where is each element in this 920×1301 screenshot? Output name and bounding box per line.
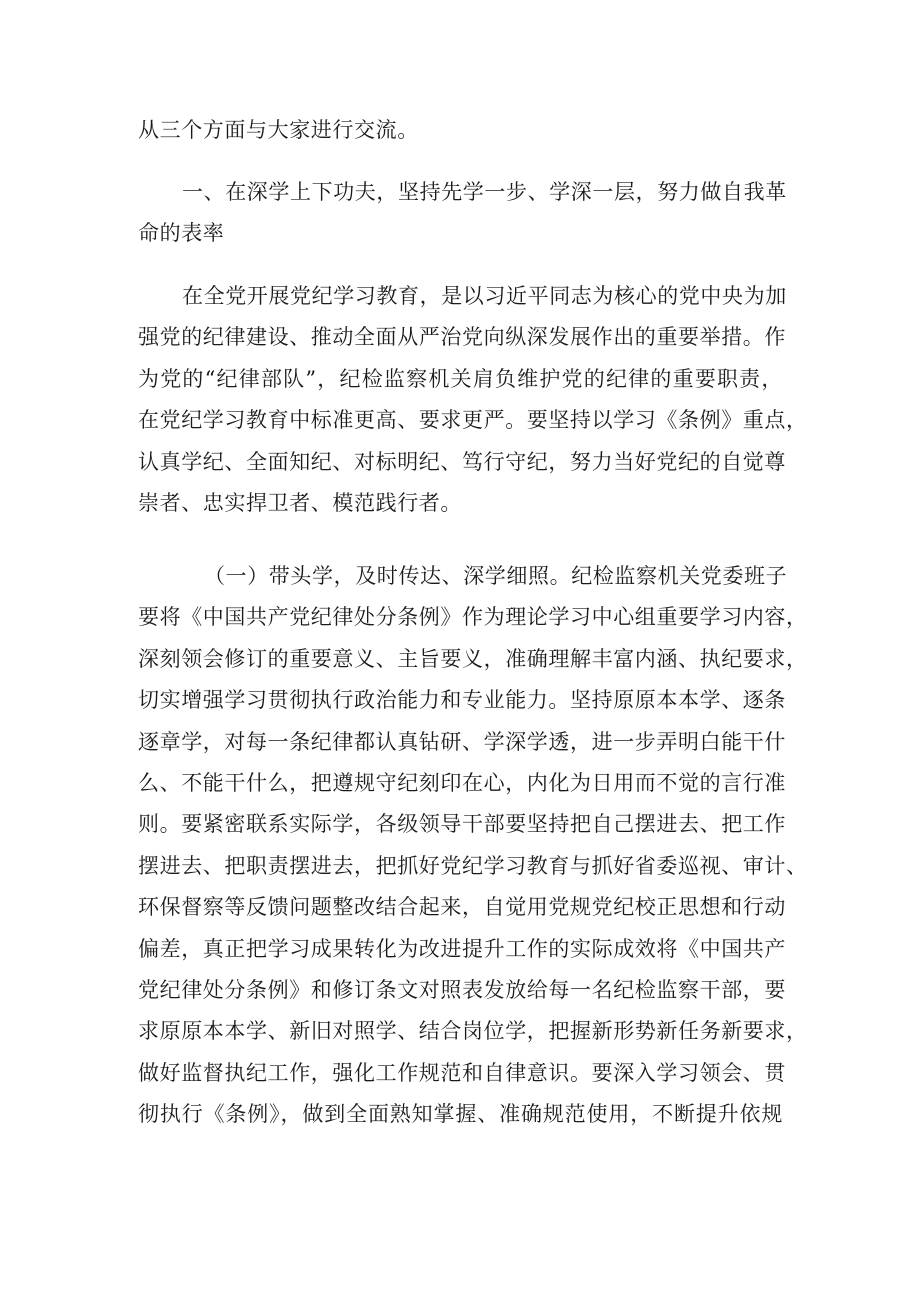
heading-line: 一、在深学上下功夫，坚持先学一步、学深一层，努力做自我革 [182,180,787,204]
paragraph-line: 要将《中国共产党纪律处分条例》作为理论学习中心组重要学习内容， [138,605,808,630]
paragraph-line: 在全党开展党纪学习教育，是以习近平同志为核心的党中央为加 [182,284,787,308]
paragraph-line: 彻执行《条例》，做到全面熟知掌握、准确规范使用，不断提升依规 [138,1102,783,1127]
paragraph-line: 崇者、忠实捍卫者、模范践行者。 [138,490,462,515]
paragraph-line: 做好监督执纪工作，强化工作规范和自律意识。要深入学习领会、贯 [138,1060,786,1085]
paragraph-line: 么、不能干什么，把遵规守纪刻印在心，内化为日用而不觉的言行准 [138,770,786,795]
paragraph-line: 摆进去、把职责摆进去，把抓好党纪学习教育与抓好省委巡视、审计、 [138,853,808,878]
paragraph-line: 党纪律处分条例》和修订条文对照表发放给每一名纪检监察干部，要 [138,977,786,1002]
paragraph-line: 在党纪学习教育中标准更高、要求更严。要坚持以学习《条例》重点， [138,408,808,433]
paragraph-line: 则。要紧密联系实际学，各级领导干部要坚持把自己摆进去、把工作 [138,812,786,837]
section-heading-1 [138,172,787,255]
paragraph-line: 切实增强学习贯彻执行政治能力和专业能力。坚持原原本本学、逐条 [138,688,786,713]
paragraph-line: 认真学纪、全面知纪、对标明纪、笃行守纪，努力当好党纪的自觉尊 [138,449,786,474]
paragraph-line: 强党的纪律建设、推动全面从严治党向纵深发展作出的重要举措。作 [138,325,786,350]
paragraph-2 [138,556,808,1135]
paragraph-line: 为党的“纪律部队”，纪检监察机关肩负维护党的纪律的重要职责， [138,366,783,391]
paragraph-1 [138,276,808,524]
heading-line: 命的表率 [138,221,225,246]
paragraph-line: 环保督察等反馈问题整改结合起来，自觉用党规党纪校正思想和行动 [138,895,786,920]
paragraph-line: 深刻领会修订的重要意义、主旨要义，准确理解丰富内涵、执纪要求， [138,646,808,671]
paragraph-line: 逐章学，对每一条纪律都认真钻研、学深学透，进一步弄明白能干什 [138,729,786,754]
opening-line: 从三个方面与大家进行交流。 [138,118,419,142]
opening-paragraph [138,110,783,151]
paragraph-line: 求原原本本学、新旧对照学、结合岗位学，把握新形势新任务新要求， [138,1019,808,1044]
paragraph-line: 偏差，真正把学习成果转化为改进提升工作的实际成效将《中国共产 [138,936,786,961]
paragraph-line: （一）带头学，及时传达、深学细照。纪检监察机关党委班子 [204,564,788,588]
